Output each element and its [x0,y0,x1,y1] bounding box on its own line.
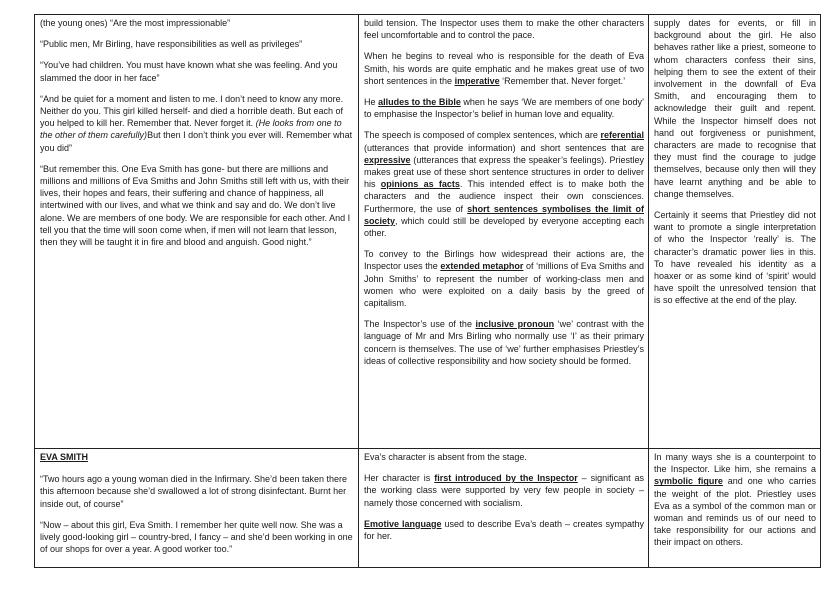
quote-paragraph [40,519,354,556]
text-segment: “You’ve had children. You must have known what she was feeling. And you slammed the door in her face” [40,60,338,83]
key-term: opinions as facts [380,179,460,190]
analysis-paragraph [364,248,644,309]
analysis-paragraph [364,50,644,87]
text-segment: supply dates for events, or fill in background about the girl. He also behaves rather like a priest, someone to whom characters confess their sins, helping them to see the extent of their involvement in the downfall of Eva Smith, and encouraging them to acknowledge their guilt and repent. While the Inspector himself does not hand out forgiveness or punishment, characters are made to recognise that they must find the courage to judge themselves, because only then will they have learnt anything and be able to change themselves. [654,18,816,199]
key-term: short sentences symbolises the limit of society [364,203,644,226]
quote-paragraph [40,163,354,248]
quotes-cell [35,15,359,449]
quote-paragraph [40,473,354,510]
text-segment: build tension. The Inspector uses them to make the other characters feel uncomfortable and to control the pace. [364,18,644,41]
text-segment: . This intended effect is to make both the characters and the audience inspect their own consciences. Furthermore, the use of [364,179,644,214]
text-segment: (utterances that provide information) and short sentences that are [364,142,644,153]
quote-paragraph [40,38,354,50]
text-segment: But then I don’t think you ever will. Remember what you did” [40,130,353,153]
analysis-paragraph [364,451,644,463]
quote-paragraph [40,59,354,83]
analysis-cell [359,15,649,449]
text-segment: of ‘millions of Eva Smiths and John Smiths’ to represent the number of working-class men and women who were exploited on a daily basis by the greed of capitalism. [364,261,644,309]
section-heading: EVA SMITH [40,452,89,462]
text-segment: Her character is [364,473,435,484]
text-segment: To convey to the Birlings how widespread their actions are, the Inspector uses the [364,249,644,272]
text-segment: and one who carries the weight of the plot. Priestley uses Eva as a symbol of the common man or woman and reminds us of our need to take responsibility for our actions and their impact on others. [654,476,816,548]
text-segment: “Two hours ago a young woman died in the Infirmary. She’d been taken there this afternoon because she’d swallowed a lot of strong disinfectant. Burnt her inside out, of course” [40,474,348,509]
key-term: imperative [454,75,500,86]
text-segment: (the young ones) “Are the most impressionable” [40,18,231,28]
text-segment: “Now – about this girl, Eva Smith. I remember her quite well now. She was a lively good-looking girl – country-bred, I fancy – and she’d been working in one of our shops for over a year. A good worker too.” [40,519,353,555]
table-row [35,449,821,568]
text-segment: when he says ‘We are members of one body’ to emphasise the Inspector’s belief in human love and equality. [364,97,644,120]
analysis-paragraph [364,129,644,239]
analysis-paragraph [364,518,644,542]
analysis-paragraph [654,451,816,549]
key-term: symbolic figure [654,476,723,487]
text-segment: ‘Remember that. Never forget.’ [499,75,626,86]
analysis-paragraph [364,17,644,41]
text-segment: “Public men, Mr Birling, have responsibilities as well as privileges” [40,39,303,50]
text-segment: He [364,97,379,108]
analysis-paragraph [364,96,644,120]
key-term: expressive [364,154,411,165]
quote-paragraph [40,17,354,29]
text-segment: – significant as the working class were supported by very few people in society – namely those concerned with socialism. [364,473,644,508]
key-term: inclusive pronoun [475,319,555,330]
text-segment: (utterances that express the speaker’s feelings). Priestley makes great use of these short sentence structures in order to deliver his [364,154,644,190]
quote-paragraph [40,93,354,154]
key-term: extended metaphor [440,261,524,272]
analysis-paragraph [364,318,644,367]
quotes-cell [35,449,359,568]
text-segment: When he begins to reveal who is responsible for the death of Eva Smith, his words are quite emphatic and he makes great use of two short sentences in the [364,51,644,86]
analysis-table [34,14,821,568]
analysis-cell [359,449,649,568]
stage-direction: (He looks from one to the other of them carefully) [40,118,342,141]
key-term: Emotive language [364,518,442,529]
context-cell [649,449,821,568]
analysis-paragraph [654,17,816,200]
text-segment: In many ways she is a counterpoint to the Inspector. Like him, she remains a [654,452,816,475]
table-row [35,15,821,449]
analysis-paragraph [654,209,816,307]
text-segment: The Inspector’s use of the [364,319,476,330]
key-term: alludes to the Bible [378,97,461,108]
text-segment: Certainly it seems that Priestley did not want to promote a single interpretation of who the Inspector ‘really’ is. The character’s dramatic power lies in this. To have revealed his identity as a hoaxer or as some kind of ‘spirit’ would have spoilt the unresolved tension that is so effective at the end of the play. [654,210,816,306]
key-term: first introduced by the Inspector [434,473,578,484]
text-segment: , which could still be developed by everyone accepting each other. [364,215,644,239]
context-cell [649,15,821,449]
text-segment: ‘we’ contrast with the language of Mr and Mrs Birling who normally use ‘I’ as their primary concern is themselves. The use of ‘we’ further emphasises Priestley’s ideas of collective responsibility and how society should be formed. [364,319,644,366]
text-segment: “But remember this. One Eva Smith has gone- but there are millions and millions and millions of Eva Smiths and John Smiths still left with us, with their lives, their hopes and fears, their suffering and chance of happiness, all intertwined with our lives, and what we think and say and do. We don’t live alone. We are members of one body. We are responsible for each other. And I tell you that the time will soon come when, if men will not learn that lesson, then they will be taught it in fire and blood and anguish. Good night.” [40,163,351,248]
analysis-paragraph [364,472,644,509]
text-segment: “And be quiet for a moment and listen to me. I don’t need to know any more. Neither do you. This girl killed herself- and died a horrible death. But each of you helped to kill her. Remember that. Never forget it. [40,93,344,129]
text-segment: Eva’s character is absent from the stage. [364,452,527,462]
text-segment: used to describe Eva’s death – creates sympathy for her. [364,518,644,542]
text-segment: The speech is composed of complex sentences, which are [364,130,601,141]
key-term: referential [600,130,644,141]
